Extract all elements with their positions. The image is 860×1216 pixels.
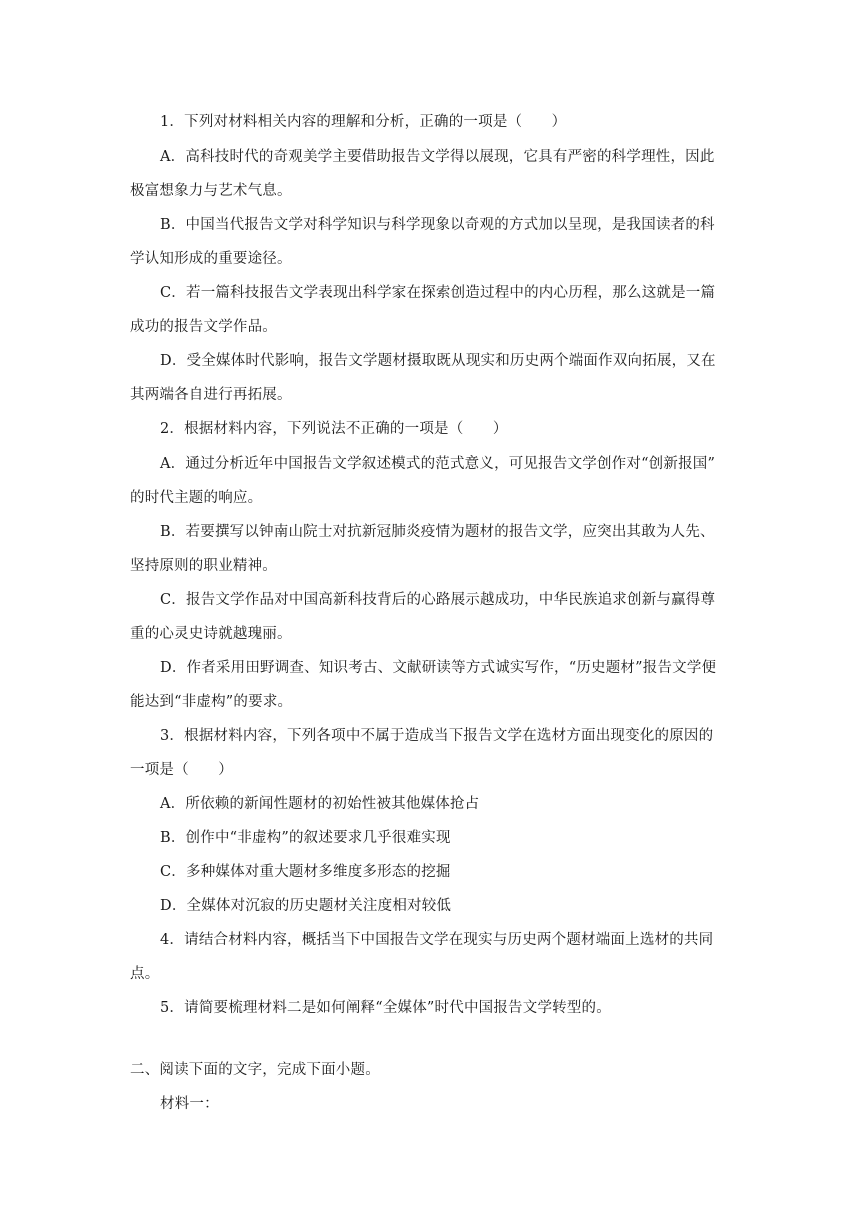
question-4-stem-cont: 点。 [130,966,160,982]
question-2-option-d: D．作者采用田野调查、知识考古、文献研读等方式诚实写作，“历史题材”报告文学便 [160,660,717,676]
question-1-option-a: A．高科技时代的奇观美学主要借助报告文学得以展现，它具有严密的科学理性，因此 [160,149,715,165]
question-4-stem: 4．请结合材料内容，概括当下中国报告文学在现实与历史两个题材端面上选材的共同 [160,932,714,948]
question-1-option-c: C．若一篇科技报告文学表现出科学家在探索创造过程中的内心历程，那么这就是一篇 [160,285,716,301]
question-2-option-c: C．报告文学作品对中国高新科技背后的心路展示越成功，中华民族追求创新与赢得尊 [160,592,716,608]
question-2-option-a: A．通过分析近年中国报告文学叙述模式的范式意义，可见报告文学创作对“创新报国” [160,456,716,472]
question-3-stem-cont: 一项是（ ） [130,762,233,778]
question-1-option-c-cont: 成功的报告文学作品。 [130,319,277,335]
question-1-option-d-cont: 其两端各自进行再拓展。 [130,387,292,403]
question-3-option-c: C．多种媒体对重大题材多维度多形态的挖掘 [160,864,451,880]
question-3-option-a: A．所依赖的新闻性题材的初始性被其他媒体抢占 [160,796,480,812]
material-label: 材料一： [160,1096,219,1112]
question-1-option-b-cont: 学认知形成的重要途径。 [130,251,292,267]
question-1-option-a-cont: 极富想象力与艺术气息。 [130,183,292,199]
question-1-option-d: D．受全媒体时代影响，报告文学题材摄取既从现实和历史两个端面作双向拓展，又在 [160,353,716,369]
question-2-option-d-cont: 能达到“非虚构”的要求。 [130,694,293,710]
question-2-option-b: B．若要撰写以钟南山院士对抗新冠肺炎疫情为题材的报告文学，应突出其敢为人先、 [160,524,715,540]
question-2-stem: 2．根据材料内容，下列说法不正确的一项是（ ） [160,421,508,437]
section-2-heading: 二、阅读下面的文字，完成下面小题。 [130,1062,380,1078]
question-5-stem: 5．请简要梳理材料二是如何阐释“全媒体”时代中国报告文学转型的。 [160,1000,611,1016]
question-2-option-b-cont: 坚持原则的职业精神。 [130,558,277,574]
question-2-option-c-cont: 重的心灵史诗就越瑰丽。 [130,626,292,642]
question-2-option-a-cont: 的时代主题的响应。 [130,490,263,506]
question-3-option-d: D．全媒体对沉寂的历史题材关注度相对较低 [160,898,452,914]
question-1-option-b: B．中国当代报告文学对科学知识与科学现象以奇观的方式加以呈现，是我国读者的科 [160,217,715,233]
question-3-stem: 3．根据材料内容，下列各项中不属于造成当下报告文学在选材方面出现变化的原因的 [160,728,714,744]
question-3-option-b: B．创作中“非虚构”的叙述要求几乎很难实现 [160,830,451,846]
question-1-stem: 1．下列对材料相关内容的理解和分析，正确的一项是（ ） [160,114,567,130]
